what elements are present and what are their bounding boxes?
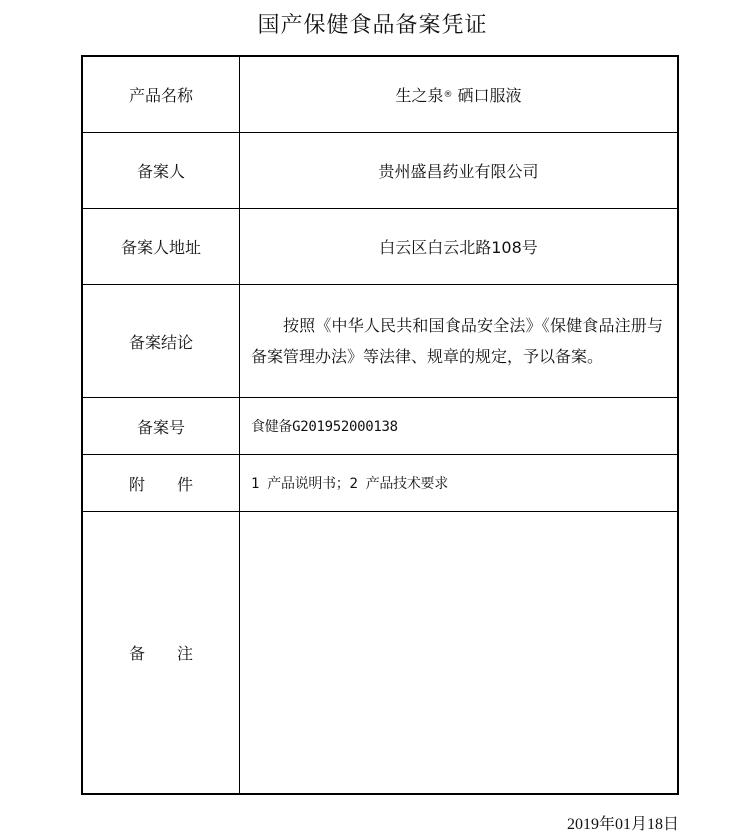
product-brand: 生之泉 [395,86,444,105]
issue-date: 2019年01月18日 [566,816,679,833]
value-filer: 贵州盛昌药业有限公司 [378,162,539,181]
label-attachments: 附 件 [83,455,240,511]
row-filer-address [83,209,677,285]
label-filer-address: 备案人地址 [83,209,240,284]
value-product-name: 生之泉 ® 硒口服液 [240,57,677,132]
label-filer: 备案人 [83,133,240,208]
document-title: 国产保健食品备案凭证 [257,13,488,38]
conclusion-text: 按照《中华人民共和国食品安全法》《保健食品注册与备案管理办法》等法律、规章的规定，予以备案。 [251,316,663,366]
row-filer [83,133,677,209]
label-product-name: 产品名称 [83,57,240,132]
certificate-table [81,55,679,795]
value-remarks [240,512,677,793]
label-conclusion: 备案结论 [83,285,240,397]
value-attachments: 1 产品说明书；2 产品技术要求 [251,476,448,492]
label-remarks: 备 注 [83,512,240,793]
row-filing-number [83,398,677,455]
row-conclusion [83,285,677,398]
label-filing-number: 备案号 [83,398,240,454]
row-remarks [83,512,677,793]
value-filer-address: 白云区白云北路108号 [379,238,538,257]
product-type: 硒口服液 [452,86,522,105]
value-filing-number: 食健备G201952000138 [251,419,398,435]
row-product-name [83,57,677,133]
row-attachments [83,455,677,512]
value-conclusion [240,285,677,397]
